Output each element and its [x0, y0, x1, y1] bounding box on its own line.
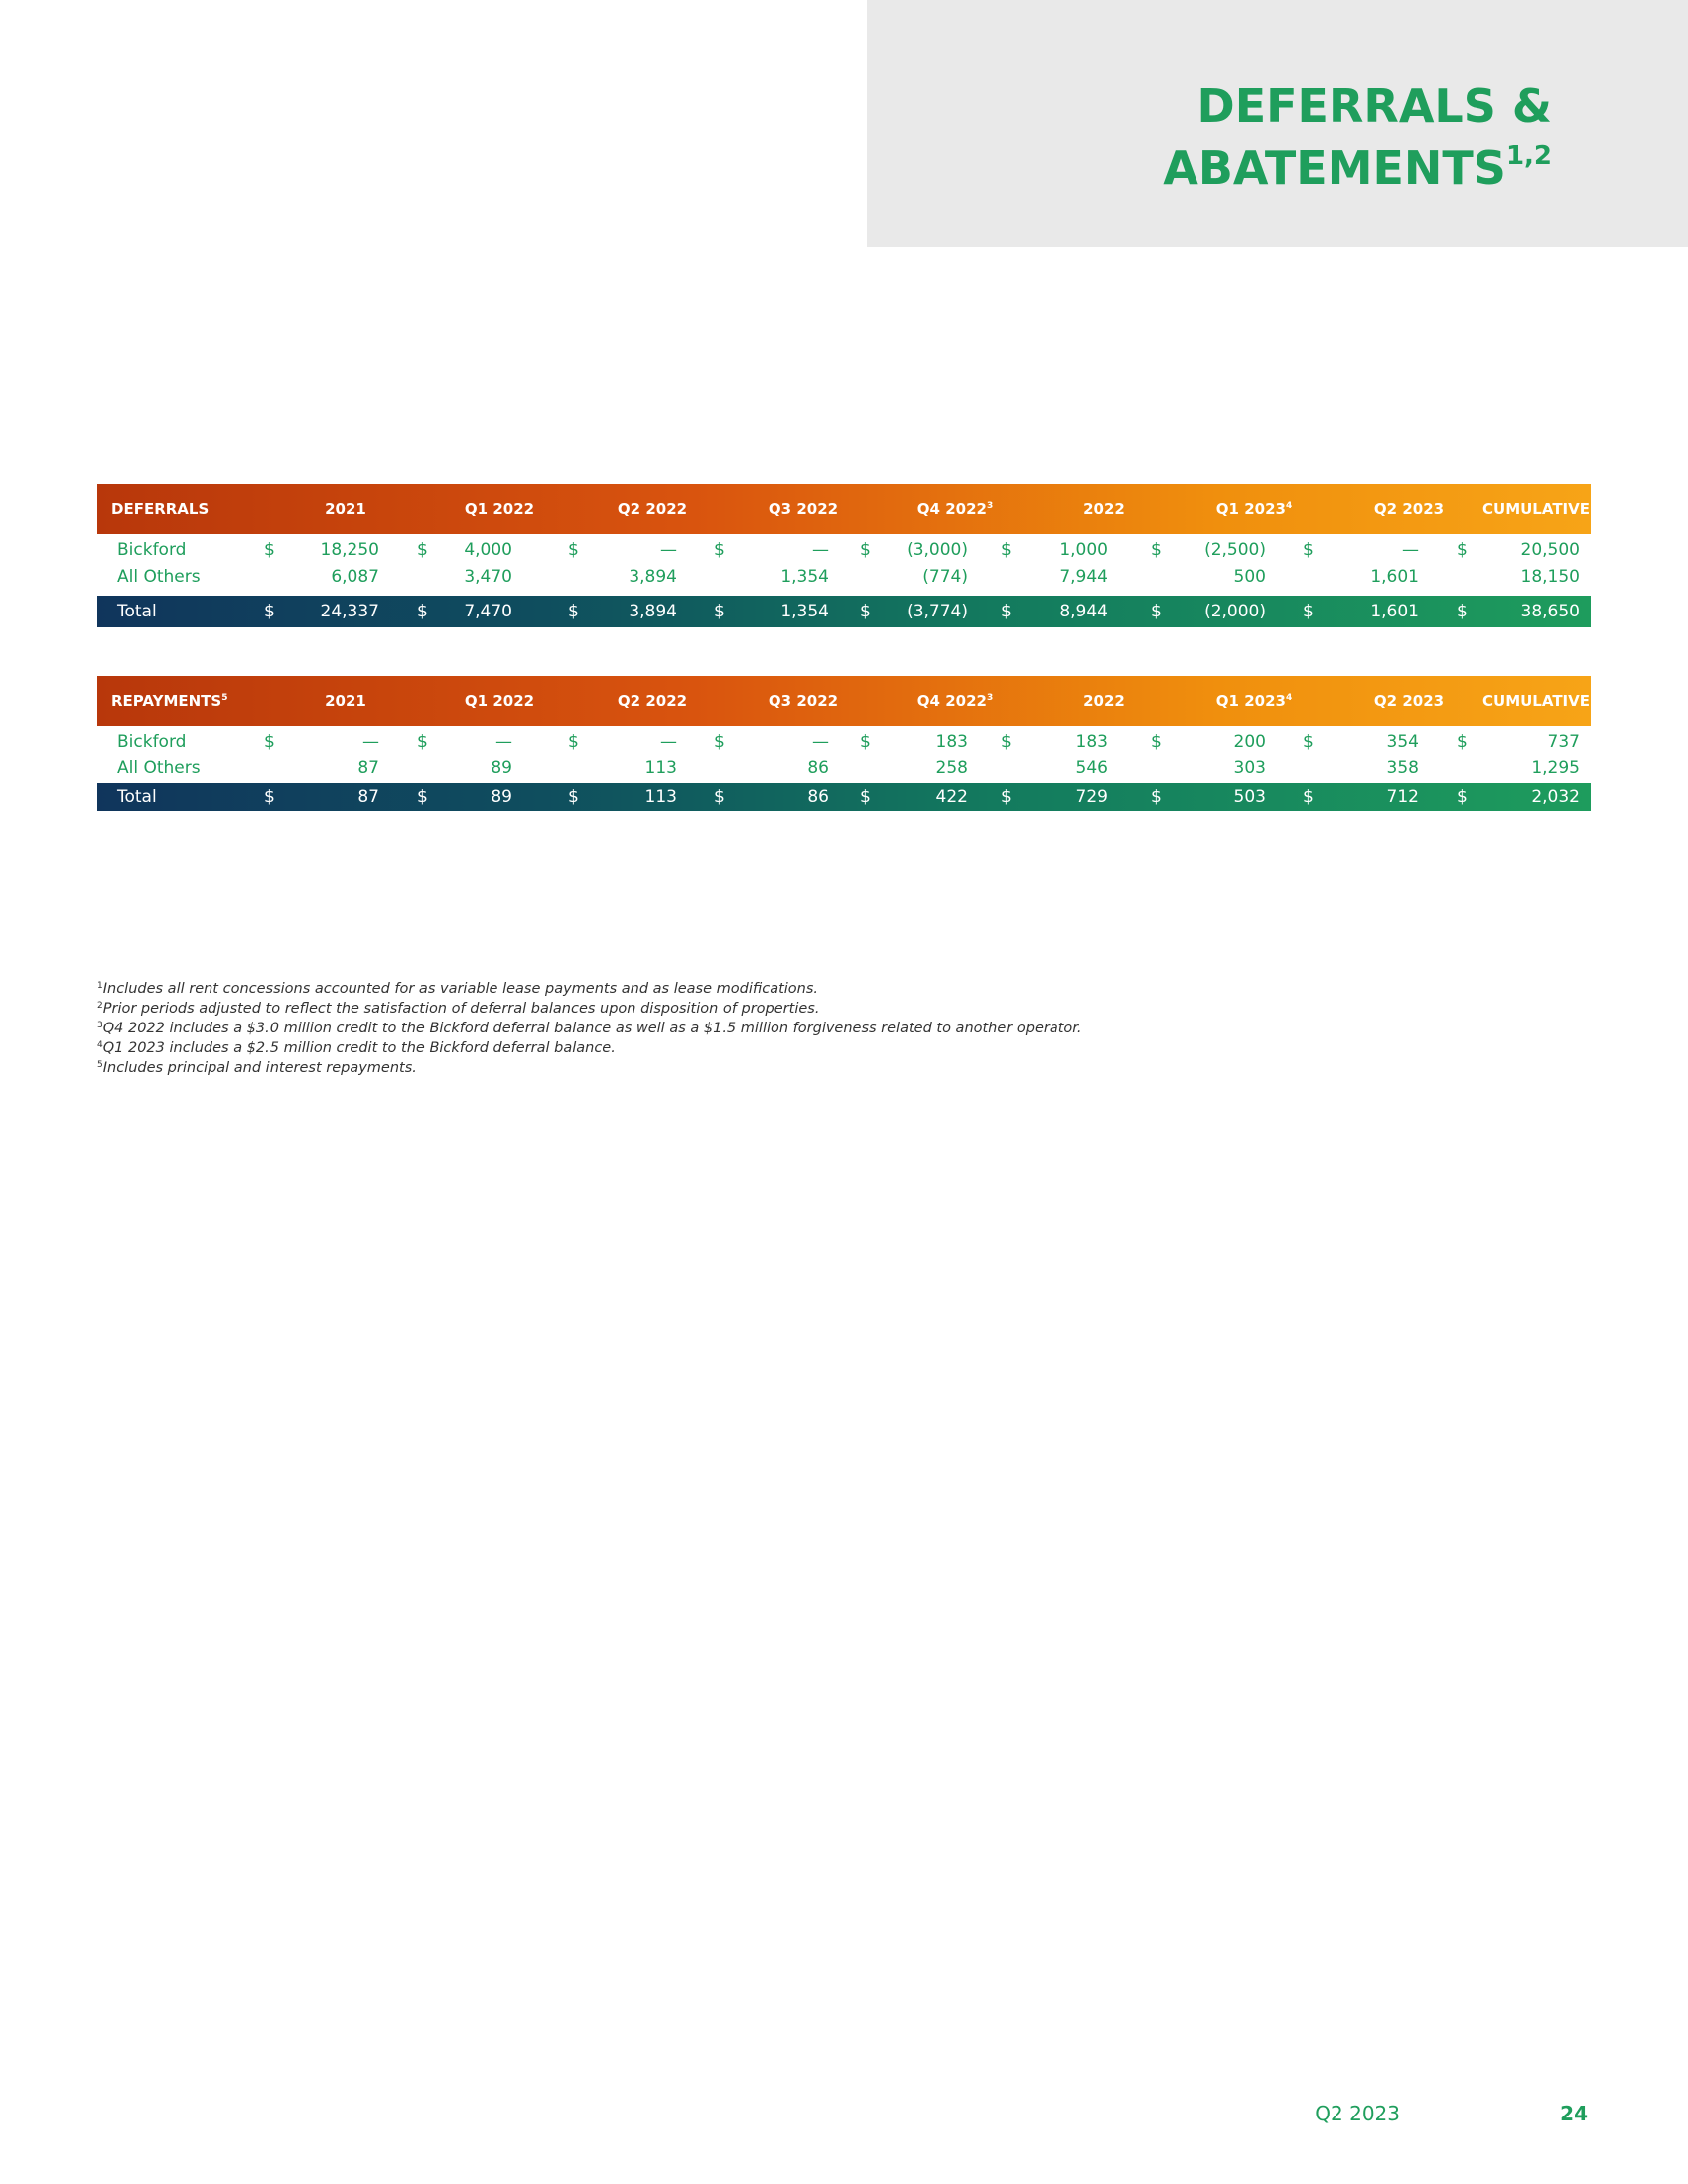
footnote-number: 4 [97, 1040, 103, 1050]
currency-symbol: $ [264, 602, 275, 621]
table-cell: — [660, 732, 677, 751]
currency-symbol: $ [568, 602, 579, 621]
table-cell: — [1402, 540, 1419, 560]
footnote-number: 3 [97, 1021, 103, 1030]
table-cell: 358 [1386, 758, 1419, 778]
column-header [618, 676, 687, 726]
footnote-ref: 3 [986, 501, 994, 511]
footnote-text: Q4 2022 includes a $3.0 million credit to the Bickford deferral balance as well as a $1.5 million forgiveness related to another operator. [102, 1021, 1082, 1036]
column-header [465, 484, 534, 534]
footnote [97, 1058, 1388, 1078]
currency-symbol: $ [860, 787, 871, 807]
footnote-ref: 4 [1285, 501, 1293, 511]
total-cell: 712 [1386, 787, 1419, 807]
total-cell: 729 [1075, 787, 1108, 807]
footnote [97, 999, 1388, 1019]
table-cell: 258 [935, 758, 968, 778]
column-header-label: Q3 2022 [768, 500, 839, 518]
table-cell: 183 [1075, 732, 1108, 751]
table-cell: 4,000 [464, 540, 512, 560]
currency-symbol: $ [1457, 732, 1468, 751]
repayments-header-row [97, 676, 1591, 726]
currency-symbol: $ [1303, 732, 1314, 751]
total-cell: 422 [935, 787, 968, 807]
footnote [97, 1019, 1388, 1038]
total-cell: 1,354 [780, 602, 829, 621]
total-cell: 503 [1233, 787, 1266, 807]
column-header [1374, 484, 1444, 534]
footnote-ref: 3 [986, 693, 994, 703]
column-header-label: 2022 [1083, 500, 1125, 518]
footnote-ref: 4 [1285, 693, 1293, 703]
column-header-label: Q2 2022 [617, 500, 688, 518]
total-row [97, 783, 1591, 811]
table-cell: — [812, 732, 829, 751]
table-cell: 87 [357, 758, 379, 778]
total-label: Total [117, 787, 157, 807]
total-cell: 24,337 [320, 602, 379, 621]
table-cell: 6,087 [331, 567, 379, 587]
currency-symbol: $ [714, 540, 725, 560]
row-label: All Others [117, 758, 201, 778]
total-label: Total [117, 602, 157, 621]
column-header [465, 676, 534, 726]
column-header-label: Q1 2023 [1215, 500, 1286, 518]
currency-symbol: $ [714, 732, 725, 751]
table-cell: 18,250 [320, 540, 379, 560]
footnote-number: 1 [97, 981, 103, 991]
total-row [97, 596, 1591, 627]
currency-symbol: $ [1457, 602, 1468, 621]
table-cell: 86 [807, 758, 829, 778]
title-line-2: ABATEMENTS [1163, 141, 1506, 195]
page-title [1163, 75, 1552, 199]
column-header [1482, 676, 1590, 726]
currency-symbol: $ [1151, 732, 1162, 751]
row-label: Bickford [117, 732, 187, 751]
table-cell: 1,295 [1531, 758, 1580, 778]
table-cell: 546 [1075, 758, 1108, 778]
column-header-label: CUMULATIVE [1482, 692, 1590, 710]
column-header [769, 484, 838, 534]
currency-symbol: $ [1001, 732, 1012, 751]
total-cell: 89 [491, 787, 512, 807]
table-cell: (774) [922, 567, 968, 587]
total-cell: (2,000) [1204, 602, 1266, 621]
footnote-text: Includes principal and interest repayments. [102, 1060, 417, 1076]
column-header [111, 484, 209, 534]
column-header [1216, 484, 1292, 534]
table-cell: 20,500 [1520, 540, 1580, 560]
table-cell: 3,894 [629, 567, 677, 587]
table-cell: — [660, 540, 677, 560]
currency-symbol: $ [860, 602, 871, 621]
table-row [97, 564, 1591, 591]
title-panel [867, 0, 1688, 247]
currency-symbol: $ [860, 540, 871, 560]
table-row [97, 729, 1591, 755]
currency-symbol: $ [264, 787, 275, 807]
table-cell: 1,601 [1370, 567, 1419, 587]
currency-symbol: $ [1303, 540, 1314, 560]
footnote-text: Includes all rent concessions accounted for as variable lease payments and as lease modifications. [102, 981, 819, 997]
table-row [97, 537, 1591, 564]
table-cell: 200 [1233, 732, 1266, 751]
table-cell: 89 [491, 758, 512, 778]
table-cell: (2,500) [1204, 540, 1266, 560]
table-cell: 303 [1233, 758, 1266, 778]
total-cell: 87 [357, 787, 379, 807]
currency-symbol: $ [417, 602, 428, 621]
column-header-label: REPAYMENTS [111, 692, 222, 710]
table-cell: 18,150 [1520, 567, 1580, 587]
column-header-label: Q3 2022 [768, 692, 839, 710]
footnote-number: 2 [97, 1001, 103, 1011]
column-header [111, 676, 227, 726]
currency-symbol: $ [1457, 540, 1468, 560]
footnote-text: Prior periods adjusted to reflect the satisfaction of deferral balances upon disposition of properties. [102, 1001, 820, 1017]
column-header-label: 2022 [1083, 692, 1125, 710]
column-header [1083, 676, 1125, 726]
total-cell: 113 [644, 787, 677, 807]
footnote-text: Q1 2023 includes a $2.5 million credit to the Bickford deferral balance. [102, 1040, 616, 1056]
footnote [97, 1038, 1388, 1058]
column-header-label: Q2 2023 [1373, 500, 1445, 518]
column-header [618, 484, 687, 534]
row-label: All Others [117, 567, 201, 587]
column-header [1482, 484, 1590, 534]
table-cell: 113 [644, 758, 677, 778]
currency-symbol: $ [264, 540, 275, 560]
column-header-label: Q4 2022 [916, 692, 987, 710]
table-cell: 1,000 [1059, 540, 1108, 560]
table-cell: (3,000) [907, 540, 968, 560]
total-cell: 8,944 [1059, 602, 1108, 621]
total-cell: 3,894 [629, 602, 677, 621]
footnotes [97, 979, 1388, 1078]
currency-symbol: $ [714, 787, 725, 807]
currency-symbol: $ [1151, 540, 1162, 560]
currency-symbol: $ [1303, 787, 1314, 807]
currency-symbol: $ [417, 540, 428, 560]
column-header [917, 676, 993, 726]
table-cell: — [495, 732, 512, 751]
currency-symbol: $ [568, 787, 579, 807]
table-cell: — [362, 732, 379, 751]
footnote-number: 5 [97, 1060, 103, 1070]
column-header [1374, 676, 1444, 726]
column-header-label: 2021 [325, 692, 366, 710]
column-header [325, 484, 366, 534]
title-line-1: DEFERRALS & [1196, 79, 1552, 133]
currency-symbol: $ [264, 732, 275, 751]
total-cell: 38,650 [1520, 602, 1580, 621]
page-number: 24 [1560, 2102, 1588, 2125]
currency-symbol: $ [860, 732, 871, 751]
table-cell: 737 [1547, 732, 1580, 751]
footnote [97, 979, 1388, 999]
column-header-label: Q2 2022 [617, 692, 688, 710]
currency-symbol: $ [1151, 602, 1162, 621]
currency-symbol: $ [417, 732, 428, 751]
column-header-label: 2021 [325, 500, 366, 518]
column-header [769, 676, 838, 726]
footnote-ref: 5 [221, 693, 228, 703]
column-header [1216, 676, 1292, 726]
total-cell: (3,774) [907, 602, 968, 621]
column-header [917, 484, 993, 534]
table-cell: — [812, 540, 829, 560]
column-header-label: Q1 2022 [464, 692, 535, 710]
column-header-label: Q1 2022 [464, 500, 535, 518]
currency-symbol: $ [568, 732, 579, 751]
table-cell: 500 [1233, 567, 1266, 587]
repayments-table [97, 676, 1591, 811]
total-cell: 1,601 [1370, 602, 1419, 621]
table-cell: 354 [1386, 732, 1419, 751]
table-cell: 183 [935, 732, 968, 751]
row-label: Bickford [117, 540, 187, 560]
table-row [97, 755, 1591, 782]
total-cell: 7,470 [464, 602, 512, 621]
currency-symbol: $ [1001, 602, 1012, 621]
footer-period: Q2 2023 [1315, 2102, 1400, 2125]
column-header-label: Q4 2022 [916, 500, 987, 518]
currency-symbol: $ [568, 540, 579, 560]
deferrals-header-row [97, 484, 1591, 534]
column-header [1083, 484, 1125, 534]
column-header-label: CUMULATIVE [1482, 500, 1590, 518]
column-header [325, 676, 366, 726]
column-header-label: DEFERRALS [111, 500, 210, 518]
currency-symbol: $ [1151, 787, 1162, 807]
table-cell: 7,944 [1059, 567, 1108, 587]
currency-symbol: $ [417, 787, 428, 807]
deferrals-table [97, 484, 1591, 627]
currency-symbol: $ [714, 602, 725, 621]
total-cell: 2,032 [1531, 787, 1580, 807]
currency-symbol: $ [1001, 540, 1012, 560]
table-cell: 1,354 [780, 567, 829, 587]
title-footnote-ref: 1,2 [1505, 141, 1552, 171]
column-header-label: Q1 2023 [1215, 692, 1286, 710]
currency-symbol: $ [1303, 602, 1314, 621]
table-cell: 3,470 [464, 567, 512, 587]
column-header-label: Q2 2023 [1373, 692, 1445, 710]
total-cell: 86 [807, 787, 829, 807]
currency-symbol: $ [1001, 787, 1012, 807]
currency-symbol: $ [1457, 787, 1468, 807]
